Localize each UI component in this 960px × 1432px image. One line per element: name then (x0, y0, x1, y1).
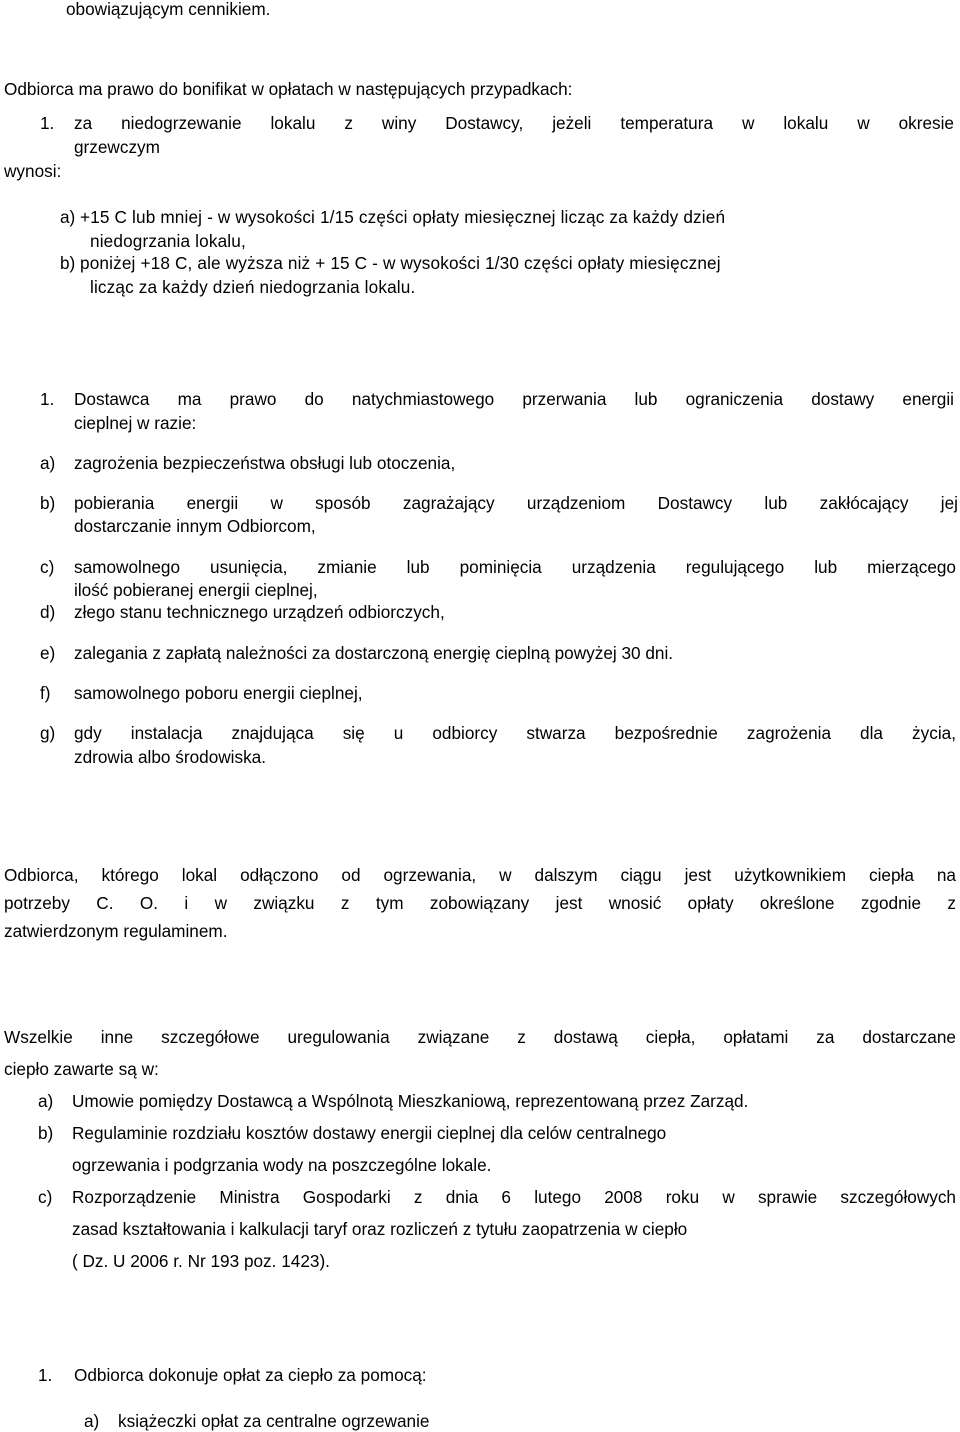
bonus-item-line: wynosi: (4, 161, 62, 181)
bonus-a-line: niedogrzania lokalu, (90, 231, 246, 251)
regulations-intro: ciepło zawarte są w: (4, 1059, 159, 1079)
regulations-b-label: b) (38, 1123, 54, 1143)
interruption-line: Dostawca ma prawo do natychmiastowego przerwania lub ograniczenia dostawy energii (74, 389, 954, 409)
regulations-a-label: a) (38, 1091, 54, 1111)
interruption-item-label: e) (40, 643, 56, 663)
regulations-c-line: Rozporządzenie Ministra Gospodarki z dnia 6 lutego 2008 roku w sprawie szczegółowych (72, 1187, 956, 1207)
interruption-item-text: ilość pobieranej energii cieplnej, (74, 580, 318, 600)
bonus-item-line: grzewczym (74, 137, 160, 157)
interruption-item-label: c) (40, 557, 55, 577)
payments-line: Odbiorca dokonuje opłat za ciepło za pomocą: (74, 1365, 427, 1385)
interruption-item-label: a) (40, 453, 56, 473)
interruption-item-text: złego stanu technicznego urządzeń odbiorczych, (74, 602, 445, 622)
interruption-item-text: dostarczanie innym Odbiorcom, (74, 516, 316, 536)
interruption-item-label: f) (40, 683, 51, 703)
disconnected-line: zatwierdzonym regulaminem. (4, 921, 228, 941)
bonus-a-label: a) (60, 207, 76, 227)
regulations-b-line: ogrzewania i podgrzania wody na poszczególne lokale. (72, 1155, 492, 1175)
payments-number: 1. (38, 1365, 53, 1385)
carryover-line: obowiązującym cennikiem. (66, 0, 271, 19)
payments-a-label: a) (84, 1411, 100, 1431)
interruption-item-label: b) (40, 493, 56, 513)
bonus-intro: Odbiorca ma prawo do bonifikat w opłatach w następujących przypadkach: (4, 79, 573, 99)
bonus-item-line: za niedogrzewanie lokalu z winy Dostawcy, jeżeli temperatura w lokalu w okresie (74, 113, 954, 133)
interruption-item-text: zalegania z zapłatą należności za dostarczoną energię cieplną powyżej 30 dni. (74, 643, 674, 663)
interruption-item-text: gdy instalacja znajdująca się u odbiorcy stwarza bezpośrednie zagrożenia dla życia, (74, 723, 956, 743)
bonus-b-line: poniżej +18 C, ale wyższa niż + 15 C - w wysokości 1/30 części opłaty miesięcznej (80, 253, 721, 273)
interruption-item-text: samowolnego poboru energii cieplnej, (74, 683, 363, 703)
regulations-a-line: Umowie pomiędzy Dostawcą a Wspólnotą Mieszkaniową, reprezentowaną przez Zarząd. (72, 1091, 749, 1111)
regulations-c-line: ( Dz. U 2006 r. Nr 193 poz. 1423). (72, 1251, 330, 1271)
interruption-item-label: d) (40, 602, 56, 622)
regulations-intro: Wszelkie inne szczegółowe uregulowania związane z dostawą ciepła, opłatami za dostarczane (4, 1027, 956, 1047)
payments-a-line: książeczki opłat za centralne ogrzewanie (118, 1411, 430, 1431)
bonus-b-line: licząc za każdy dzień niedogrzania lokalu. (90, 277, 416, 297)
disconnected-line: Odbiorca, którego lokal odłączono od ogrzewania, w dalszym ciągu jest użytkownikiem ciepła na (4, 865, 956, 885)
interruption-item-text: zagrożenia bezpieczeństwa obsługi lub otoczenia, (74, 453, 456, 473)
disconnected-line: potrzeby C. O. i w związku z tym zobowiązany jest wnosić opłaty określone zgodnie z (4, 893, 956, 913)
regulations-b-line: Regulaminie rozdziału kosztów dostawy energii cieplnej dla celów centralnego (72, 1123, 667, 1143)
interruption-item-text: zdrowia albo środowiska. (74, 747, 267, 767)
interruption-item-text: pobierania energii w sposób zagrażający urządzeniom Dostawcy lub zakłócający jej (74, 493, 958, 513)
regulations-c-label: c) (38, 1187, 53, 1207)
interruption-line: cieplnej w razie: (74, 413, 197, 433)
regulations-c-line: zasad kształtowania i kalkulacji taryf oraz rozliczeń z tytułu zaopatrzenia w ciepło (72, 1219, 688, 1239)
interruption-item-label: g) (40, 723, 56, 743)
interruption-number: 1. (40, 389, 55, 409)
interruption-item-text: samowolnego usunięcia, zmianie lub pominięcia urządzenia regulującego lub mierzącego (74, 557, 956, 577)
bonus-item-number: 1. (40, 113, 55, 133)
bonus-a-line: +15 C lub mniej - w wysokości 1/15 części opłaty miesięcznej licząc za każdy dzień (80, 207, 726, 227)
bonus-b-label: b) (60, 253, 76, 273)
